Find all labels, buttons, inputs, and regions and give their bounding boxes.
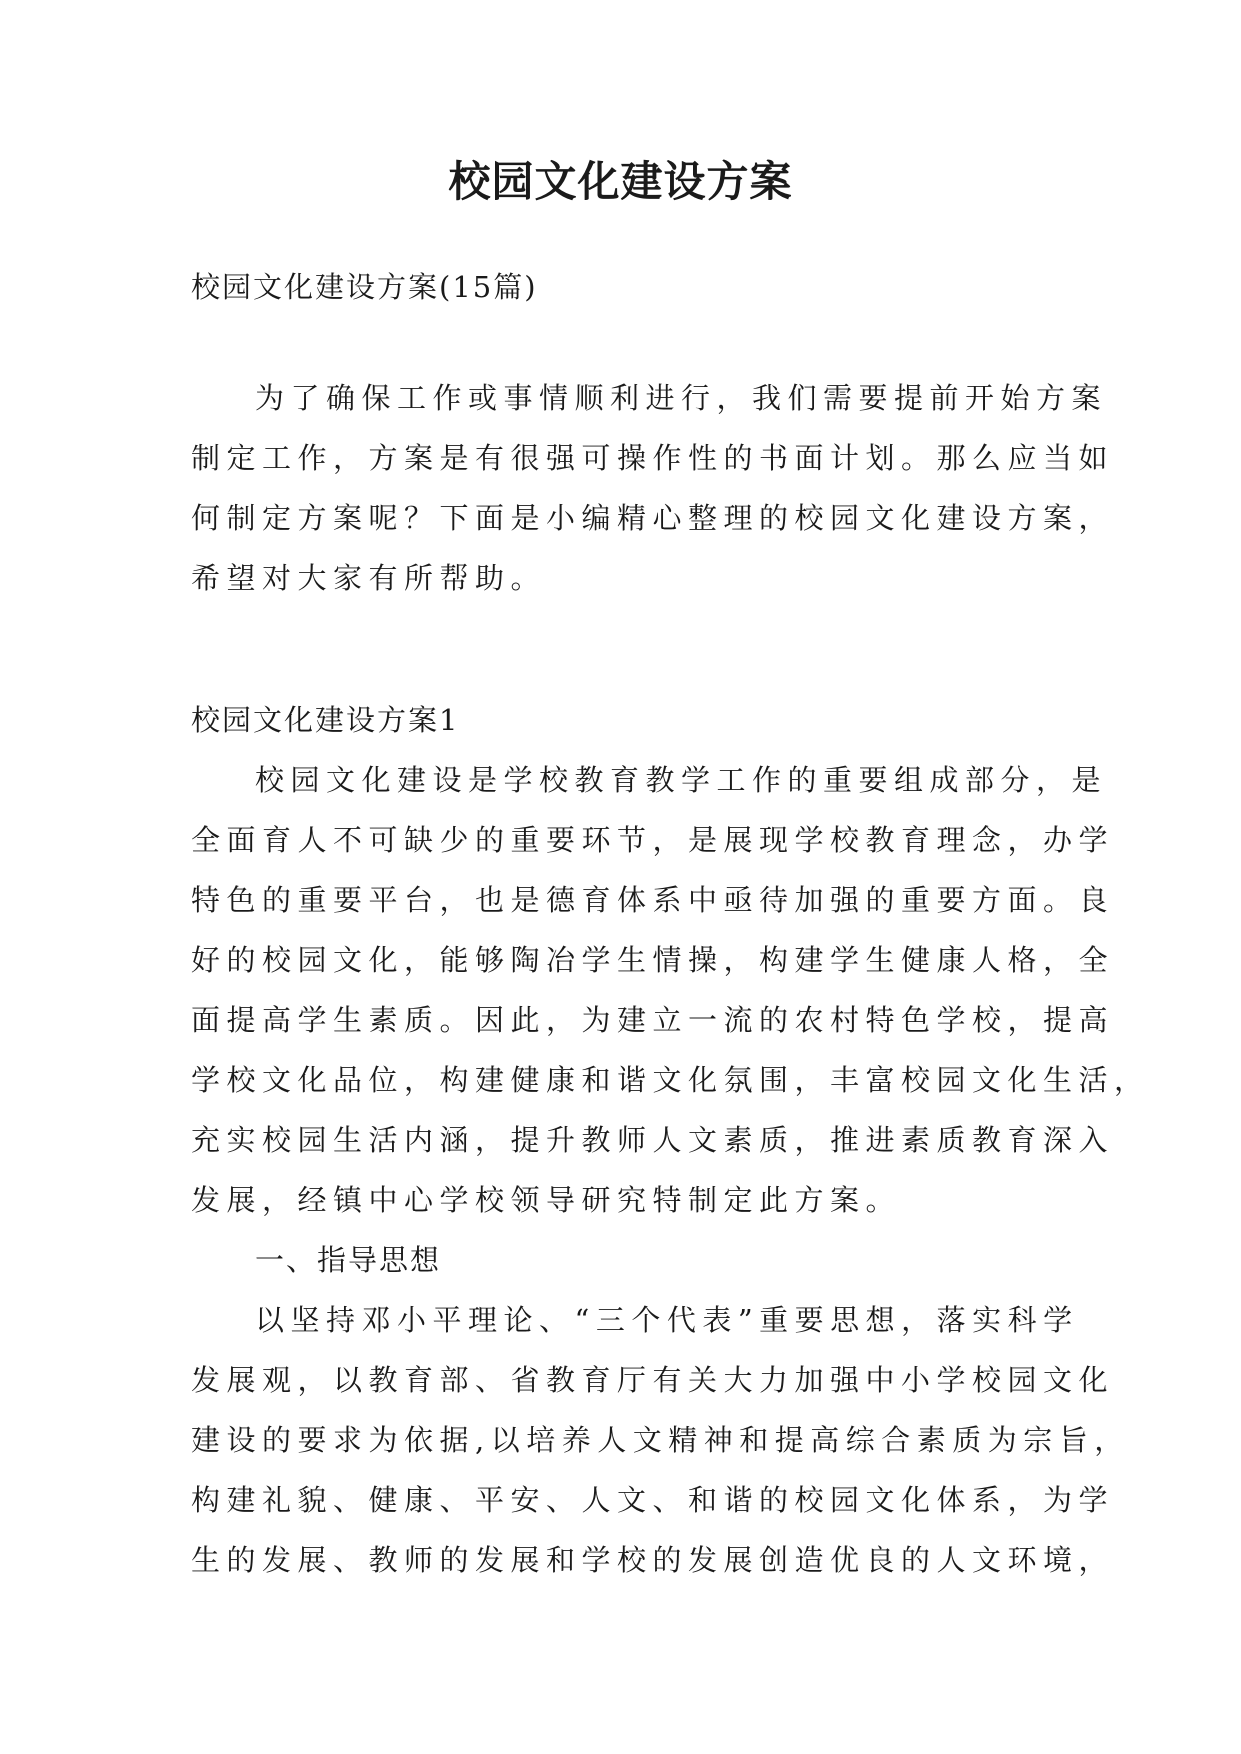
guiding-line: 构建礼貌、健康、平安、人文、和谐的校园文化体系，为学 (191, 1483, 1115, 1517)
section1-line: 好的校园文化，能够陶冶学生情操，构建学生健康人格，全 (191, 943, 1115, 977)
guiding-line: 以坚持邓小平理论、“三个代表”重要思想，落实科学 (255, 1303, 1079, 1337)
document-subtitle: 校园文化建设方案(15篇) (191, 270, 538, 304)
intro-line: 希望对大家有所帮助。 (191, 561, 547, 595)
guiding-line: 生的发展、教师的发展和学校的发展创造优良的人文环境， (191, 1543, 1115, 1577)
section1-line: 学校文化品位，构建健康和谐文化氛围，丰富校园文化生活， (191, 1063, 1150, 1097)
guiding-paragraph (191, 1290, 1130, 1590)
section1-line: 发展，经镇中心学校领导研究特制定此方案。 (191, 1183, 902, 1217)
intro-paragraph (191, 368, 1115, 608)
section1-line: 面提高学生素质。因此，为建立一流的农村特色学校，提高 (191, 1003, 1115, 1037)
intro-line: 制定工作，方案是有很强可操作性的书面计划。那么应当如 (191, 441, 1115, 475)
document-title: 校园文化建设方案 (448, 157, 793, 206)
section1-line: 特色的重要平台，也是德育体系中亟待加强的重要方面。良 (191, 883, 1115, 917)
intro-line: 何制定方案呢？下面是小编精心整理的校园文化建设方案， (191, 501, 1115, 535)
intro-line: 为了确保工作或事情顺利进行，我们需要提前开始方案 (255, 381, 1108, 415)
guiding-line: 发展观，以教育部、省教育厅有关大力加强中小学校园文化 (191, 1363, 1115, 1397)
guiding-heading: 一、指导思想 (255, 1243, 442, 1277)
section1-heading: 校园文化建设方案1 (191, 703, 460, 737)
section1-line: 全面育人不可缺少的重要环节，是展现学校教育理念，办学 (191, 823, 1115, 857)
guiding-line: 建设的要求为依据,以培养人文精神和提高综合素质为宗旨， (191, 1423, 1130, 1457)
section1-paragraph (191, 750, 1150, 1230)
section1-line: 充实校园生活内涵，提升教师人文素质，推进素质教育深入 (191, 1123, 1115, 1157)
section1-line: 校园文化建设是学校教育教学工作的重要组成部分，是 (255, 763, 1108, 797)
